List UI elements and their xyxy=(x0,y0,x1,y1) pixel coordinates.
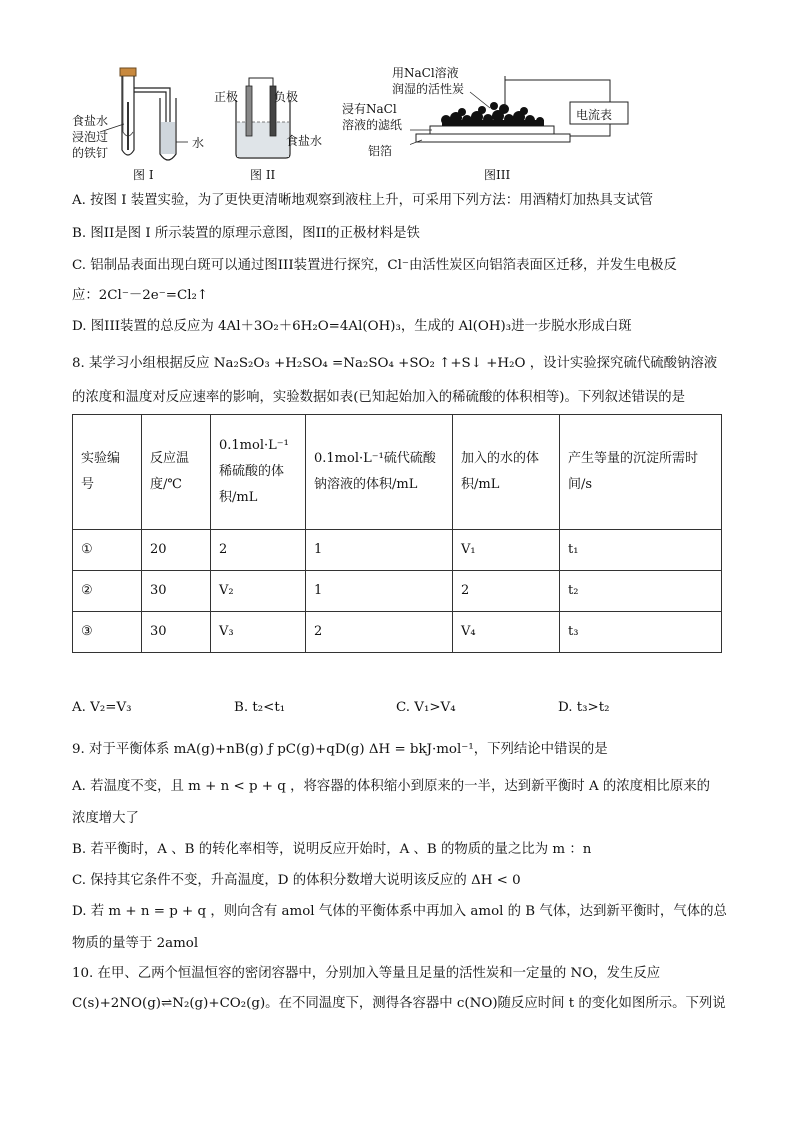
figure-2-schematic xyxy=(232,76,294,160)
header-text: 反应温 xyxy=(150,451,190,466)
fig2-solution-label: 食盐水 xyxy=(286,134,323,148)
q7-option-c-line2: 应：2Cl⁻－2e⁻=Cl₂↑ xyxy=(72,288,209,303)
table-cell: V₃ xyxy=(211,612,306,653)
header-cell xyxy=(73,415,142,530)
header-text: 0.1mol·L⁻¹硫代硫酸 xyxy=(314,451,436,466)
header-cell xyxy=(142,415,211,530)
q8-stem-line2: 的浓度和温度对反应速率的影响，实验数据如表(已知起始加入的稀硫酸的体积相等)。下列叙述错误的是 xyxy=(72,390,686,405)
header-cell xyxy=(453,415,560,530)
table-row xyxy=(73,571,722,612)
table-cell: t₂ xyxy=(560,571,722,612)
q8-option-a: A. V₂=V₃ xyxy=(72,700,132,715)
q9-stem: 9. 对于平衡体系 mA(g)+nB(g) ƒ pC(g)+qD(g) ΔH = bkJ·mol⁻¹，下列结论中错误的是 xyxy=(72,742,608,757)
table-cell: ① xyxy=(73,530,142,571)
fig3-foil-label: 铝箔 xyxy=(368,144,393,158)
q7-option-b: B. 图II是图 I 所示装置的原理示意图，图II的正极材料是铁 xyxy=(72,226,420,241)
table-cell: V₄ xyxy=(453,612,560,653)
table-cell: 30 xyxy=(142,571,211,612)
header-cell xyxy=(306,415,453,530)
table-cell: ③ xyxy=(73,612,142,653)
header-text: 号 xyxy=(81,477,95,492)
table-cell: V₁ xyxy=(453,530,560,571)
header-text: 积/mL xyxy=(219,490,258,505)
header-cell xyxy=(211,415,306,530)
fig3-carbon-label-2: 润湿的活性炭 xyxy=(392,82,465,96)
header-text: 积/mL xyxy=(461,477,500,492)
q9-option-a-line1: A. 若温度不变，且 m + n < p + q ，将容器的体积缩小到原来的一半，达到新平衡时 A 的浓度相比原来的 xyxy=(72,779,710,794)
fig3-meter-label: 电流表 xyxy=(576,108,613,122)
header-text: 稀硫酸的体 xyxy=(219,464,285,479)
table-cell: t₁ xyxy=(560,530,722,571)
header-text: 钠溶液的体积/mL xyxy=(314,477,418,492)
q8-option-d: D. t₃>t₂ xyxy=(558,700,610,715)
table-cell: 2 xyxy=(306,612,453,653)
q8-option-c: C. V₁>V₄ xyxy=(396,700,456,715)
header-text: 间/s xyxy=(568,477,593,492)
header-cell xyxy=(560,415,722,530)
q8-stem-line1: 8. 某学习小组根据反应 Na₂S₂O₃ +H₂SO₄ =Na₂SO₄ +SO₂ ↑+S↓ +H₂O ，设计实验探究硫代硫酸钠溶液 xyxy=(72,356,718,371)
table-cell: 1 xyxy=(306,530,453,571)
q9-option-a-line2: 浓度增大了 xyxy=(72,811,139,826)
q9-option-d-line2: 物质的量等于 2amol xyxy=(72,936,199,951)
q7-option-a: A. 按图 I 装置实验，为了更快更清晰地观察到液柱上升，可采用下列方法：用酒精灯加热具支试管 xyxy=(72,193,653,208)
table-cell: ② xyxy=(73,571,142,612)
table-cell: 30 xyxy=(142,612,211,653)
q8-option-b: B. t₂<t₁ xyxy=(234,700,286,715)
header-text: 度/℃ xyxy=(150,477,182,492)
header-text: 0.1mol·L⁻¹ xyxy=(219,438,289,453)
table-row xyxy=(73,612,722,653)
header-text: 实验编 xyxy=(81,451,121,466)
table-cell: V₂ xyxy=(211,571,306,612)
header-text: 产生等量的沉淀所需时 xyxy=(568,451,699,466)
q9-option-c: C. 保持其它条件不变，升高温度，D 的体积分数增大说明该反应的 ΔH < 0 xyxy=(72,873,521,888)
q10-stem-line2: C(s)+2NO(g)⇌N₂(g)+CO₂(g)。在不同温度下，测得各容器中 c(NO)随反应时间 t 的变化如图所示。下列说 xyxy=(72,996,726,1011)
fig2-negative-label: 负极 xyxy=(274,90,299,104)
table-cell: 2 xyxy=(211,530,306,571)
fig2-caption: 图 II xyxy=(250,168,276,182)
table-cell: 20 xyxy=(142,530,211,571)
fig1-label-line2: 浸泡过 xyxy=(72,130,109,144)
table-cell: t₃ xyxy=(560,612,722,653)
q7-option-d: D. 图III装置的总反应为 4Al＋3O₂＋6H₂O=4Al(OH)₃，生成的 Al(OH)₃进一步脱水形成白斑 xyxy=(72,319,632,334)
fig1-caption: 图 I xyxy=(133,168,154,182)
table-header-row xyxy=(73,415,722,530)
fig1-label-line3: 的铁钉 xyxy=(72,146,109,160)
fig3-paper-label-2: 溶液的滤纸 xyxy=(342,118,403,132)
table-cell: 2 xyxy=(453,571,560,612)
q7-option-c-line1: C. 铝制品表面出现白斑可以通过图III装置进行探究，Cl⁻由活性炭区向铝箔表面区迁移，并发生电极反 xyxy=(72,258,677,273)
fig2-positive-label: 正极 xyxy=(214,90,239,104)
fig3-paper-label-1: 浸有NaCl xyxy=(342,102,397,116)
fig3-carbon-label-1: 用NaCl溶液 xyxy=(392,66,459,80)
q9-option-d-line1: D. 若 m + n = p + q ，则向含有 amol 气体的平衡体系中再加入 amol 的 B 气体，达到新平衡时，气体的总 xyxy=(72,904,727,919)
q9-option-b: B. 若平衡时，A 、B 的转化率相等，说明反应开始时，A 、B 的物质的量之比为 m ：n xyxy=(72,842,592,857)
fig1-label-line1: 食盐水 xyxy=(72,114,109,128)
fig3-caption: 图III xyxy=(484,168,511,182)
experiment-table xyxy=(72,414,722,653)
fig1-label-water: 水 xyxy=(192,136,205,150)
header-text: 加入的水的体 xyxy=(461,451,540,466)
q10-stem-line1: 10. 在甲、乙两个恒温恒容的密闭容器中，分别加入等量且足量的活性炭和一定量的 NO，发生反应 xyxy=(72,966,661,981)
table-row xyxy=(73,530,722,571)
table-cell: 1 xyxy=(306,571,453,612)
